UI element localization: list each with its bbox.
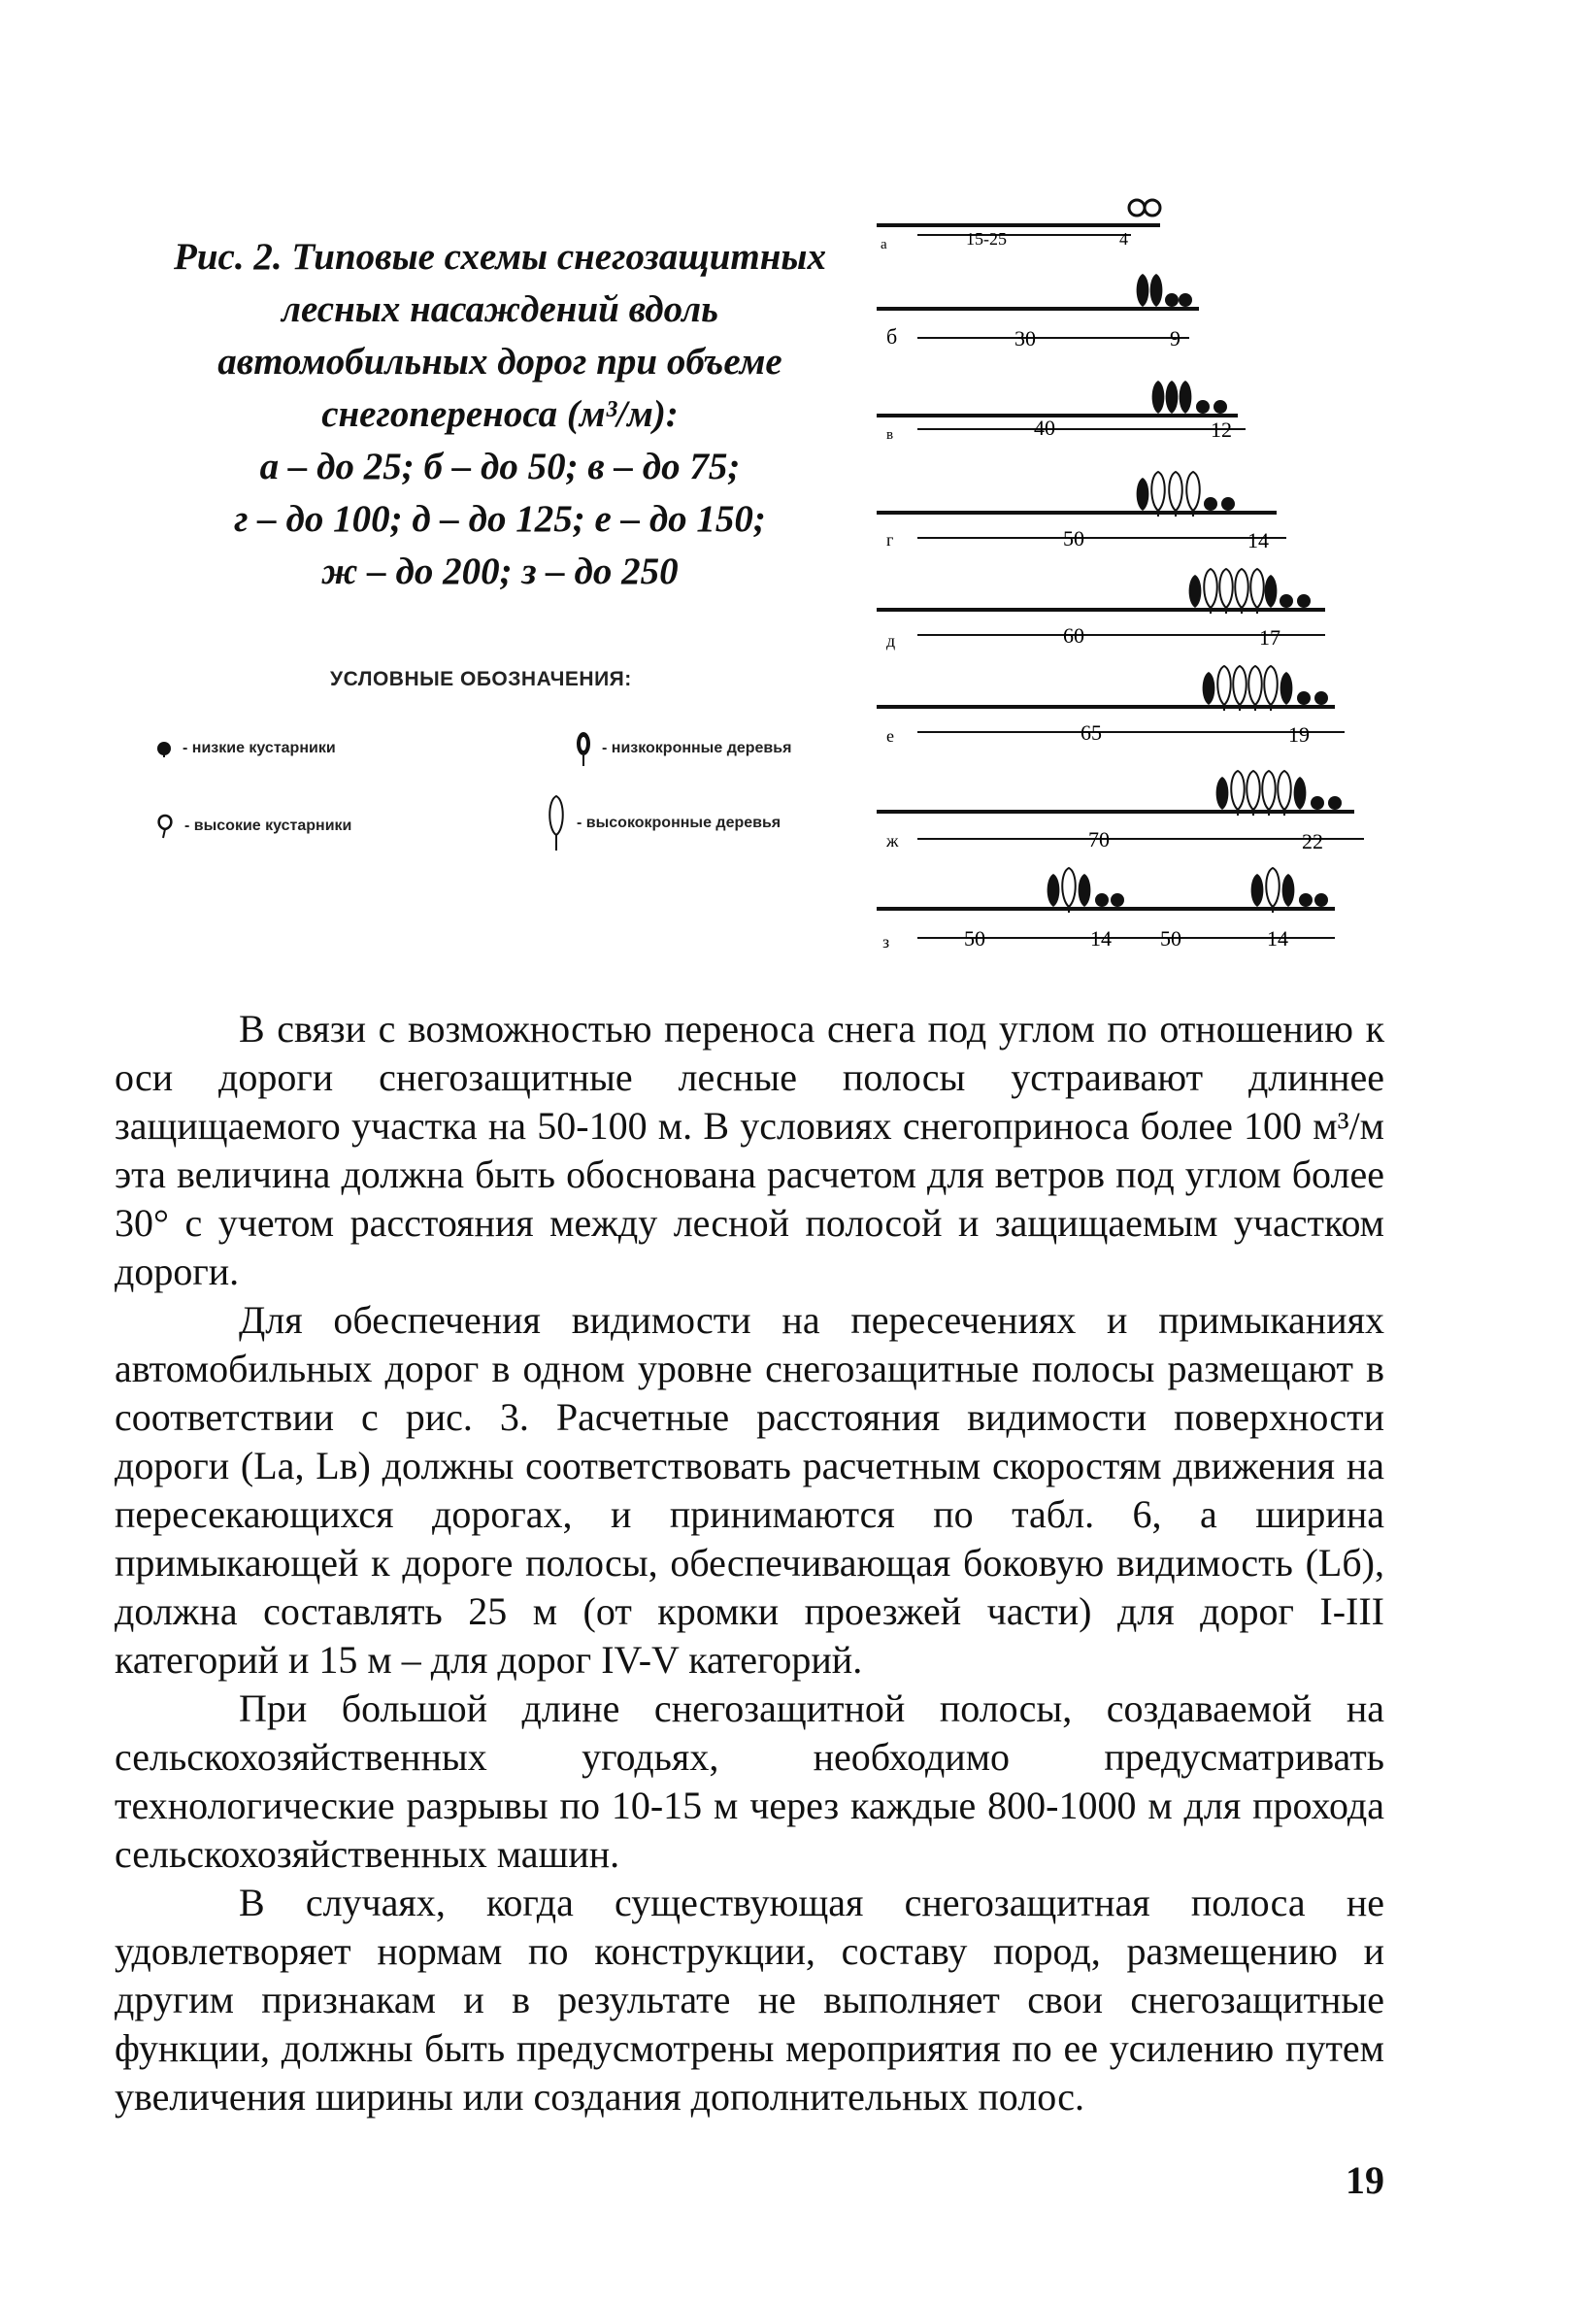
distance-label: 14 <box>1267 926 1288 951</box>
scheme-row-zh <box>877 771 1364 853</box>
scheme-row-g <box>877 472 1286 552</box>
distance-label: 50 <box>1160 926 1181 951</box>
scheme-row-e <box>877 666 1345 747</box>
distance-label: 65 <box>1081 720 1102 745</box>
distance-label: 17 <box>1259 625 1280 650</box>
row-letter: б <box>886 324 898 349</box>
distance-label: 60 <box>1063 623 1084 648</box>
caption-line: Рис. 2. Типовые схемы снегозащитных <box>174 236 826 278</box>
row-letter: д <box>886 631 896 651</box>
row-letter: в <box>886 427 894 443</box>
paragraph-4: В случаях, когда существующая снегозащитная полоса не удовлетворяет нормам по конструкции, составу пород, размещению и другим признакам и в результате не выполняет свои снегозащитные функции, должны быть предусмотрены мероприятия по ее усилению путем увеличения ширины или создания дополнительных полос. <box>115 1881 1384 2119</box>
scheme-row-b <box>877 274 1199 350</box>
scheme-row-a <box>877 200 1160 252</box>
row-letter: ж <box>886 831 899 851</box>
distance-label: 40 <box>1034 416 1055 440</box>
distance-label: 9 <box>1170 326 1180 350</box>
legend-label: - высокие кустарники <box>184 818 352 834</box>
distance-label: 12 <box>1211 417 1232 442</box>
caption-line: снегопереноса (м³/м): <box>321 393 679 435</box>
schemes-diagram <box>869 175 1374 971</box>
legend-high-shrubs <box>155 814 351 839</box>
legend-title: УСЛОВНЫЕ ОБОЗНАЧЕНИЯ: <box>330 668 632 690</box>
distance-label: 19 <box>1288 722 1310 747</box>
body-text <box>115 1005 1384 2121</box>
row-letter: е <box>886 726 894 746</box>
page-number: 19 <box>1346 2158 1384 2202</box>
distance-label: 15-25 <box>966 229 1007 249</box>
distance-label: 70 <box>1088 827 1110 851</box>
paragraph-1: В связи с возможностью переноса снега под углом по отношению к оси дороги снегозащитные лесные полосы устраивают длиннее защищаемого участка на 50-100 м. В условиях снегоприноса более 100 м³/м эта величина должна быть обоснована расчетом для ветров под углом более 30° с учетом расстояния между лесной полосой и защищаемым участком дороги. <box>115 1007 1384 1293</box>
legend-low-shrubs <box>155 740 336 757</box>
row-letter: г <box>886 530 894 550</box>
distance-label: 22 <box>1302 829 1323 853</box>
figure-caption <box>116 231 883 598</box>
distance-label: 30 <box>1014 326 1036 350</box>
legend-label: - высококронные деревья <box>577 815 781 831</box>
caption-line: автомобильных дорог при объеме <box>217 341 782 383</box>
distance-label: 50 <box>964 926 985 951</box>
low-shrub-icon <box>155 740 173 757</box>
paragraph-2: Для обеспечения видимости на пересечениях и примыканиях автомобильных дорог в одном уровне снегозащитные полосы размещают в соответствии с рис. 3. Расчетные расстояния видимости поверхности дороги (Lа, Lв) должны соответствовать расчетным скоростям движения на пересекающихся дорогах, и принимаются по табл. 6, а ширина примыкающей к дороге полосы, обеспечивающая боковую видимость (Lб), должна составлять 25 м (от кромки проезжей части) для дорог I-III категорий и 15 м – для дорог IV-V категорий. <box>115 1298 1384 1682</box>
legend-label: - низкие кустарники <box>183 740 336 756</box>
scheme-row-v <box>877 381 1246 443</box>
row-letter: а <box>881 237 887 252</box>
caption-line: г – до 100; д – до 125; е – до 150; <box>234 498 766 540</box>
legend-label: - низкокронные деревья <box>602 740 792 756</box>
distance-label: 50 <box>1063 526 1084 551</box>
high-shrub-icon <box>155 814 175 839</box>
distance-label: 14 <box>1247 528 1269 552</box>
scheme-row-d <box>877 569 1325 651</box>
distance-label: 14 <box>1090 926 1112 951</box>
scheme-row-z <box>877 868 1335 951</box>
distance-label: 4 <box>1119 229 1128 249</box>
legend-high-crown-trees <box>546 794 781 852</box>
caption-line: ж – до 200; з – до 250 <box>321 551 679 592</box>
row-letter: з <box>882 932 890 951</box>
caption-line: а – до 25; б – до 50; в – до 75; <box>259 446 741 487</box>
low-crown-tree-icon <box>575 730 592 767</box>
paragraph-3: При большой длине снегозащитной полосы, создаваемой на сельскохозяйственных угодьях, необходимо предусматривать технологические разрывы по 10-15 м через каждые 800-1000 м для прохода сельскохозяйственных машин. <box>115 1686 1384 1876</box>
legend-low-crown-trees <box>575 730 791 767</box>
caption-line: лесных насаждений вдоль <box>281 288 718 330</box>
high-crown-tree-icon <box>546 794 567 852</box>
